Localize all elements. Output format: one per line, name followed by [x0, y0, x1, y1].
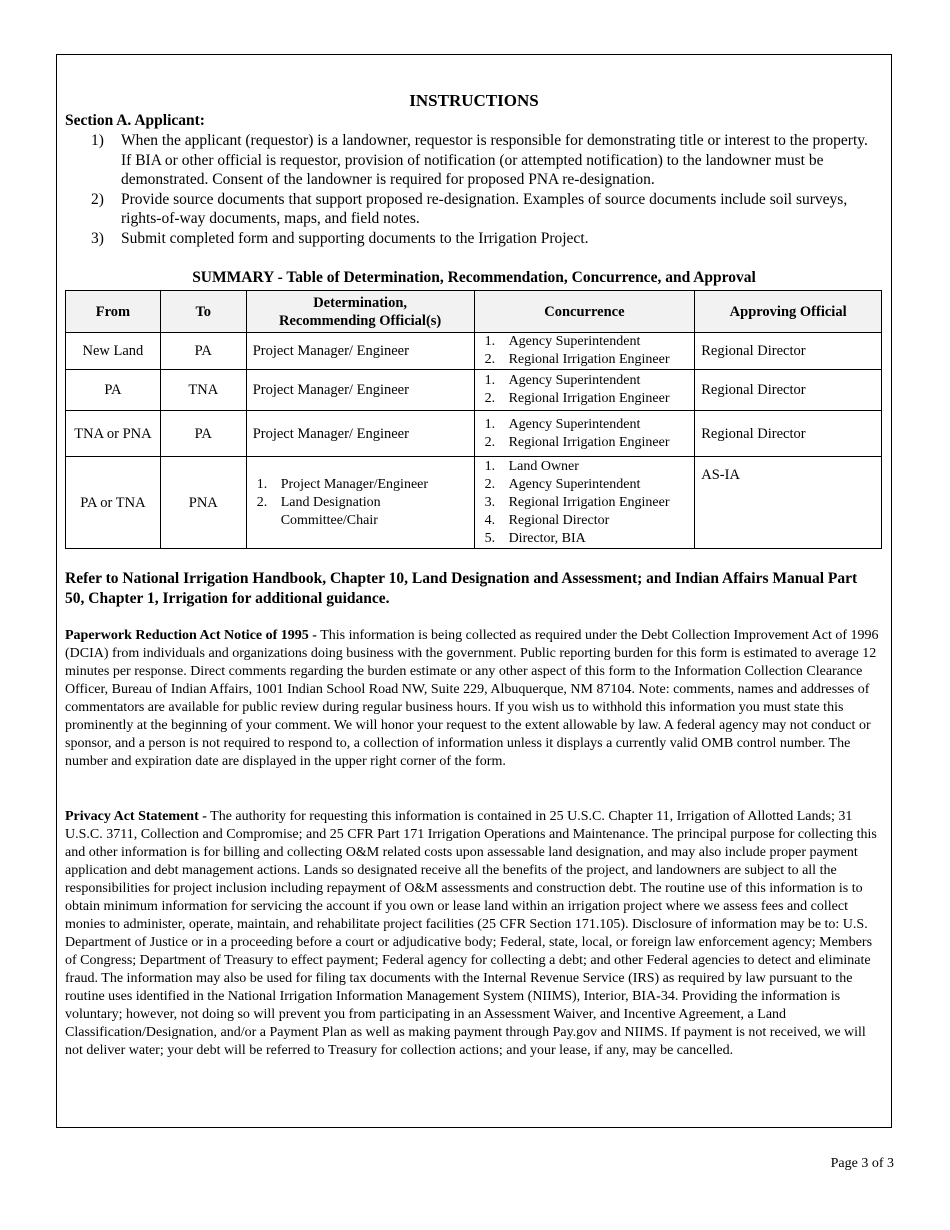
list-item — [481, 351, 689, 369]
page-title: INSTRUCTIONS — [409, 91, 539, 110]
list-item-text: Submit completed form and supporting documents to the Irrigation Project. — [121, 229, 589, 247]
list-item-number: 1. — [484, 373, 496, 388]
guidance-reference: Refer to National Irrigation Handbook, Chapter 10, Land Designation and Assessment; and Indian Affairs Manual Part 50, Chapter 1, Irrigation for additional guidance. — [65, 570, 858, 607]
paperwork-reduction-notice — [65, 627, 887, 771]
list-item — [481, 390, 689, 408]
list-item-text: When the applicant (requestor) is a landowner, requestor is responsible for demonstrating title or interest to the property. If BIA or other official is requestor, provision of notification (or attempted notification) to the landowner must be demonstrated. Consent of the landowner is required for proposed PNA re-designation. — [121, 132, 868, 188]
cell-to: TNA — [160, 370, 246, 411]
list-item-number: 1. — [484, 416, 496, 432]
list-item-text: Agency Superintendent — [508, 373, 641, 388]
header-to: To — [160, 291, 246, 333]
cell-approving: AS-IA — [695, 457, 882, 549]
list-item — [253, 494, 468, 530]
list-item — [481, 434, 689, 452]
list-item — [481, 476, 689, 494]
summary-title: SUMMARY - Table of Determination, Recommendation, Concurrence, and Approval — [192, 269, 756, 286]
privacy-lead: Privacy Act Statement - — [65, 809, 207, 824]
page-number: Page 3 of 3 — [830, 1156, 894, 1171]
list-item-number: 2. — [256, 494, 268, 510]
header-determination-text: Determination, Recommending Official(s) — [278, 294, 442, 329]
list-item-number: 2. — [484, 352, 496, 367]
header-from: From — [66, 291, 161, 333]
cell-from: PA — [66, 370, 161, 411]
cell-from: New Land — [66, 333, 161, 370]
list-item-text: Land Owner — [508, 458, 579, 474]
list-item-text: Regional Irrigation Engineer — [508, 352, 670, 367]
cell-to: PNA — [160, 457, 246, 549]
list-item-number: 3) — [91, 229, 104, 247]
cell-determination: Project Manager/ Engineer — [246, 370, 474, 411]
instructions-frame — [56, 54, 892, 1128]
paperwork-text: This information is being collected as required under the Debt Collection Improvement Act of 1996 (DCIA) from individuals and organizations doing business with the government. Public reporting burden for this form is estimated to average 12 minutes per response. Direct comments regarding the burden estimate or any other aspect of this form to the Information Collection Clearance Officer, Bureau of Indian Affairs, 1001 Indian School Road NW, Suite 229, Albuquerque, NM 87104. Note: comments, names and addresses of commentators are available for public review during regular business hours. If you wish us to withhold this information you must state this prominently at the beginning of your comment. We will honor your request to the extent allowable by law. A federal agency may not conduct or sponsor, and a person is not required to respond to, a collection of information unless it displays a currently valid OMB control number. The number and expiration date are displayed in the upper right corner of the form. — [65, 628, 879, 769]
list-item — [481, 512, 689, 530]
table-row — [66, 370, 882, 411]
list-item — [91, 190, 881, 229]
list-item-text: Regional Irrigation Engineer — [508, 494, 670, 510]
list-item — [91, 131, 881, 190]
list-item-number: 3. — [484, 494, 496, 510]
table-header-row — [66, 291, 882, 333]
cell-determination — [246, 457, 474, 549]
cell-to: PA — [160, 333, 246, 370]
cell-to: PA — [160, 411, 246, 457]
table-row — [66, 457, 882, 549]
list-item-text: Regional Irrigation Engineer — [508, 391, 670, 406]
cell-concurrence — [474, 411, 695, 457]
section-a-heading: Section A. Applicant: — [65, 112, 205, 129]
list-item — [481, 494, 689, 512]
cell-concurrence — [474, 457, 695, 549]
list-item-number: 1. — [484, 458, 496, 474]
cell-approving: Regional Director — [695, 333, 882, 370]
list-item-text: Provide source documents that support proposed re-designation. Examples of source documents include soil surveys, rights-of-way documents, maps, and field notes. — [121, 190, 848, 227]
list-item — [481, 416, 689, 434]
concurrence-list — [481, 416, 689, 452]
privacy-text: The authority for requesting this information is contained in 25 U.S.C. Chapter 11, Irrigation of Allotted Lands; 31 U.S.C. 3711, Collection and Compromise; and 25 CFR Part 171 Irrigation Operations and Maintenance. The principal purpose for collecting this and other information is for billing and collecting O&M related costs upon assessable land designation, and may also include proper payment application and debt management actions. Lands so designated receive all the benefits of the project, and landowners are subject to all the responsibilities for project inclusion including repayment of O&M assessments and construction debt. The routine use of this information is to obtain minimum information for servicing the account if you own or lease land within an irrigation project where we assess fees and collect monies to administer, operate, maintain, and rehabilitate project facilities (25 CFR Section 171.105). Disclosure of information may be to: U.S. Department of Justice or in a proceeding before a court or adjudicative body; Federal, state, local, or foreign law enforcement agency; Members of Congress; Department of Treasury to effect payment; Federal agency for collecting a debt; and other Federal agencies to detect and eliminate fraud. The information may also be used for filing tax documents with the Internal Revenue Service (IRS) as required by law pursuant to the routine uses identified in the National Irrigation Information Management System (NIIMS), Interior, BIA-34. Providing the information is voluntary; however, not doing so will prevent you from participating in an Assessment Waiver, and Incentive Agreement, a Land Classification/Designation, and/or a Payment Plan as well as making payment through Pay.gov and NIIMS. If payment is not received, we will not deliver water; your debt will be referred to Treasury for collection actions; and your lease, if any, may be cancelled. — [65, 809, 877, 1058]
cell-determination: Project Manager/ Engineer — [246, 333, 474, 370]
list-item-number: 5. — [484, 530, 496, 546]
list-item-number: 2. — [484, 476, 496, 492]
list-item-text: Agency Superintendent — [508, 334, 641, 349]
list-item — [481, 333, 689, 351]
cell-from: PA or TNA — [66, 457, 161, 549]
instructions-list — [91, 131, 881, 248]
summary-table — [65, 290, 882, 549]
list-item-number: 1. — [484, 334, 496, 349]
header-determination — [246, 291, 474, 333]
cell-determination: Project Manager/ Engineer — [246, 411, 474, 457]
list-item — [481, 530, 689, 548]
list-item — [253, 476, 468, 494]
list-item-text: Agency Superintendent — [508, 476, 641, 492]
list-item-text: Project Manager/Engineer — [280, 476, 429, 492]
list-item-number: 4. — [484, 512, 496, 528]
list-item-number: 2. — [484, 391, 496, 406]
concurrence-list — [481, 372, 689, 408]
list-item — [91, 229, 881, 249]
cell-approving: Regional Director — [695, 411, 882, 457]
list-item-text: Director, BIA — [508, 530, 586, 546]
list-item — [481, 458, 689, 476]
list-item-number: 2. — [484, 434, 496, 450]
concurrence-list — [481, 458, 689, 548]
list-item — [481, 372, 689, 390]
list-item-number: 1) — [91, 132, 104, 149]
cell-approving: Regional Director — [695, 370, 882, 411]
determination-list — [253, 476, 468, 530]
list-item-number: 1. — [256, 476, 268, 492]
cell-concurrence — [474, 333, 695, 370]
table-row — [66, 333, 882, 370]
cell-concurrence — [474, 370, 695, 411]
list-item-number: 2) — [91, 190, 104, 208]
list-item-text: Regional Director — [508, 512, 610, 528]
cell-from: TNA or PNA — [66, 411, 161, 457]
paperwork-lead: Paperwork Reduction Act Notice of 1995 - — [65, 628, 317, 643]
privacy-act-statement — [65, 808, 887, 1060]
list-item-text: Land Designation Committee/Chair — [280, 494, 381, 528]
concurrence-list — [481, 333, 689, 369]
header-approving: Approving Official — [695, 291, 882, 333]
table-row — [66, 411, 882, 457]
list-item-text: Regional Irrigation Engineer — [508, 434, 670, 450]
header-concurrence: Concurrence — [474, 291, 695, 333]
list-item-text: Agency Superintendent — [508, 416, 641, 432]
